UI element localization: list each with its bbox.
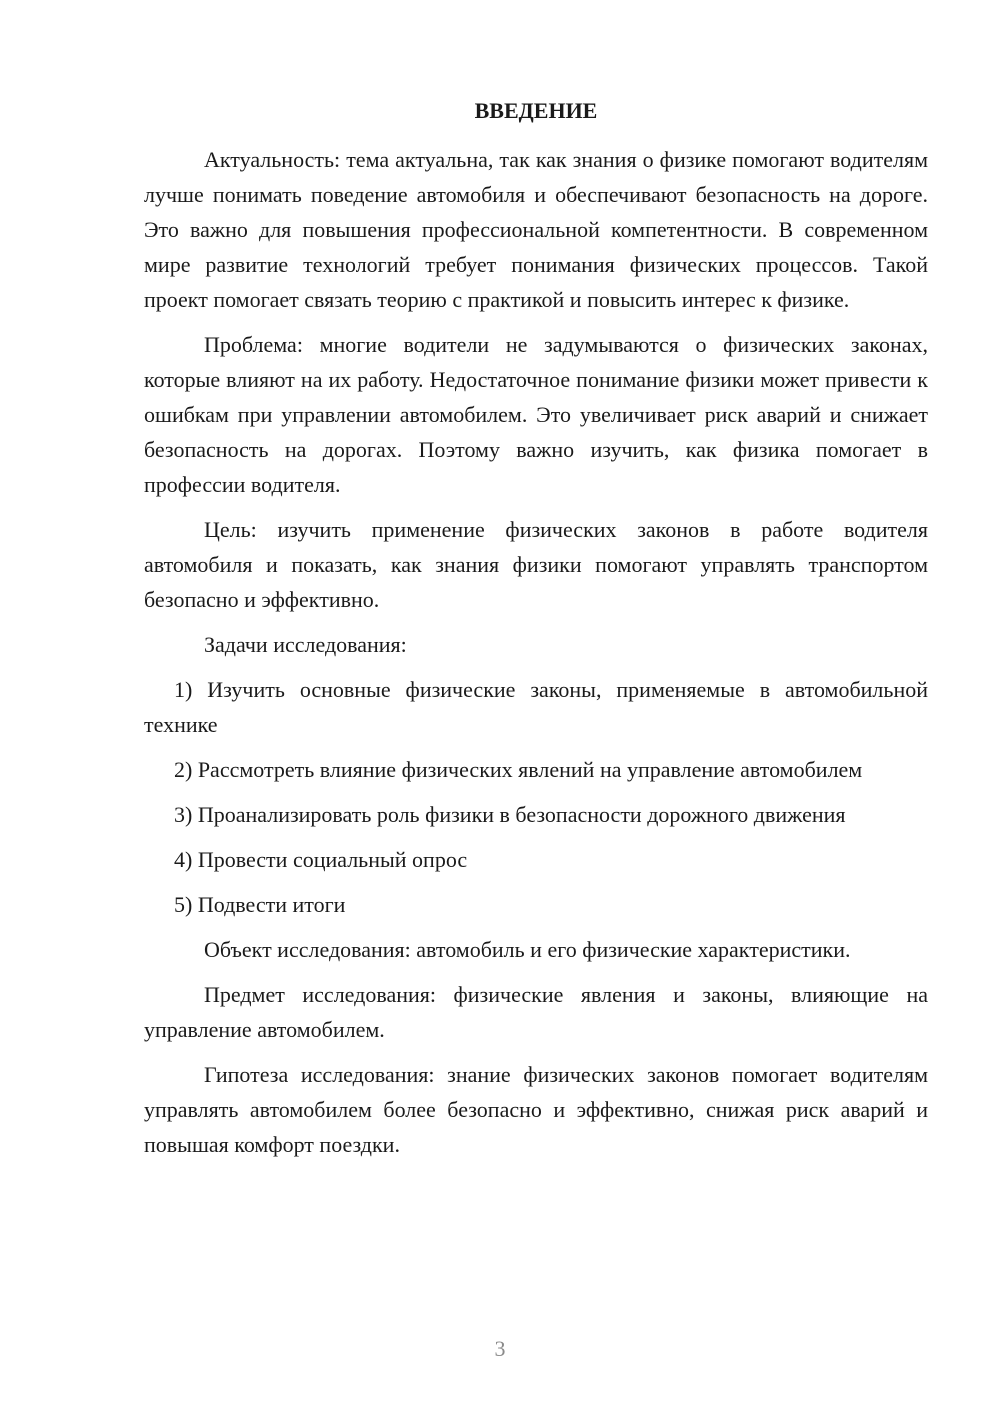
- document-body: [144, 93, 928, 1172]
- tasks-title: Задачи исследования:: [204, 632, 407, 657]
- goal-paragraph: Цель: изучить применение физических законов в работе водителя автомобиля и показать, как знания физики помогают управлять транспортом безопасно и эффективно.: [144, 517, 928, 612]
- section-heading: ВВЕДЕНИЕ: [474, 98, 598, 123]
- subject-paragraph: Предмет исследования: физические явления и законы, влияющие на управление автомобилем.: [144, 982, 928, 1042]
- task-item-5: 5) Подвести итоги: [174, 892, 346, 917]
- page-number: 3: [494, 1336, 506, 1361]
- task-item-3: 3) Проанализировать роль физики в безопасности дорожного движения: [174, 802, 846, 827]
- problem-paragraph: Проблема: многие водители не задумываются о физических законах, которые влияют на их работу. Недостаточное понимание физики может привести к ошибкам при управлении автомобилем. Это увеличивает риск аварий и снижает безопасность на дорогах. Поэтому важно изучить, как физика помогает в профессии водителя.: [144, 332, 928, 497]
- task-item-1: 1) Изучить основные физические законы, применяемые в автомобильной технике: [144, 677, 928, 737]
- task-item-4: 4) Провести социальный опрос: [174, 847, 468, 872]
- object-paragraph: Объект исследования: автомобиль и его физические характеристики.: [204, 937, 851, 962]
- task-item-2: 2) Рассмотреть влияние физических явлений на управление автомобилем: [174, 757, 863, 782]
- hypothesis-paragraph: Гипотеза исследования: знание физических законов помогает водителям управлять автомобилем более безопасно и эффективно, снижая риск аварий и повышая комфорт поездки.: [144, 1062, 928, 1157]
- relevance-paragraph: Актуальность: тема актуальна, так как знания о физике помогают водителям лучше понимать поведение автомобиля и обеспечивают безопасность на дороге. Это важно для повышения профессиональной компетентности. В современном мире развитие технологий требует понимания физических процессов. Такой проект помогает связать теорию с практикой и повысить интерес к физике.: [144, 147, 928, 312]
